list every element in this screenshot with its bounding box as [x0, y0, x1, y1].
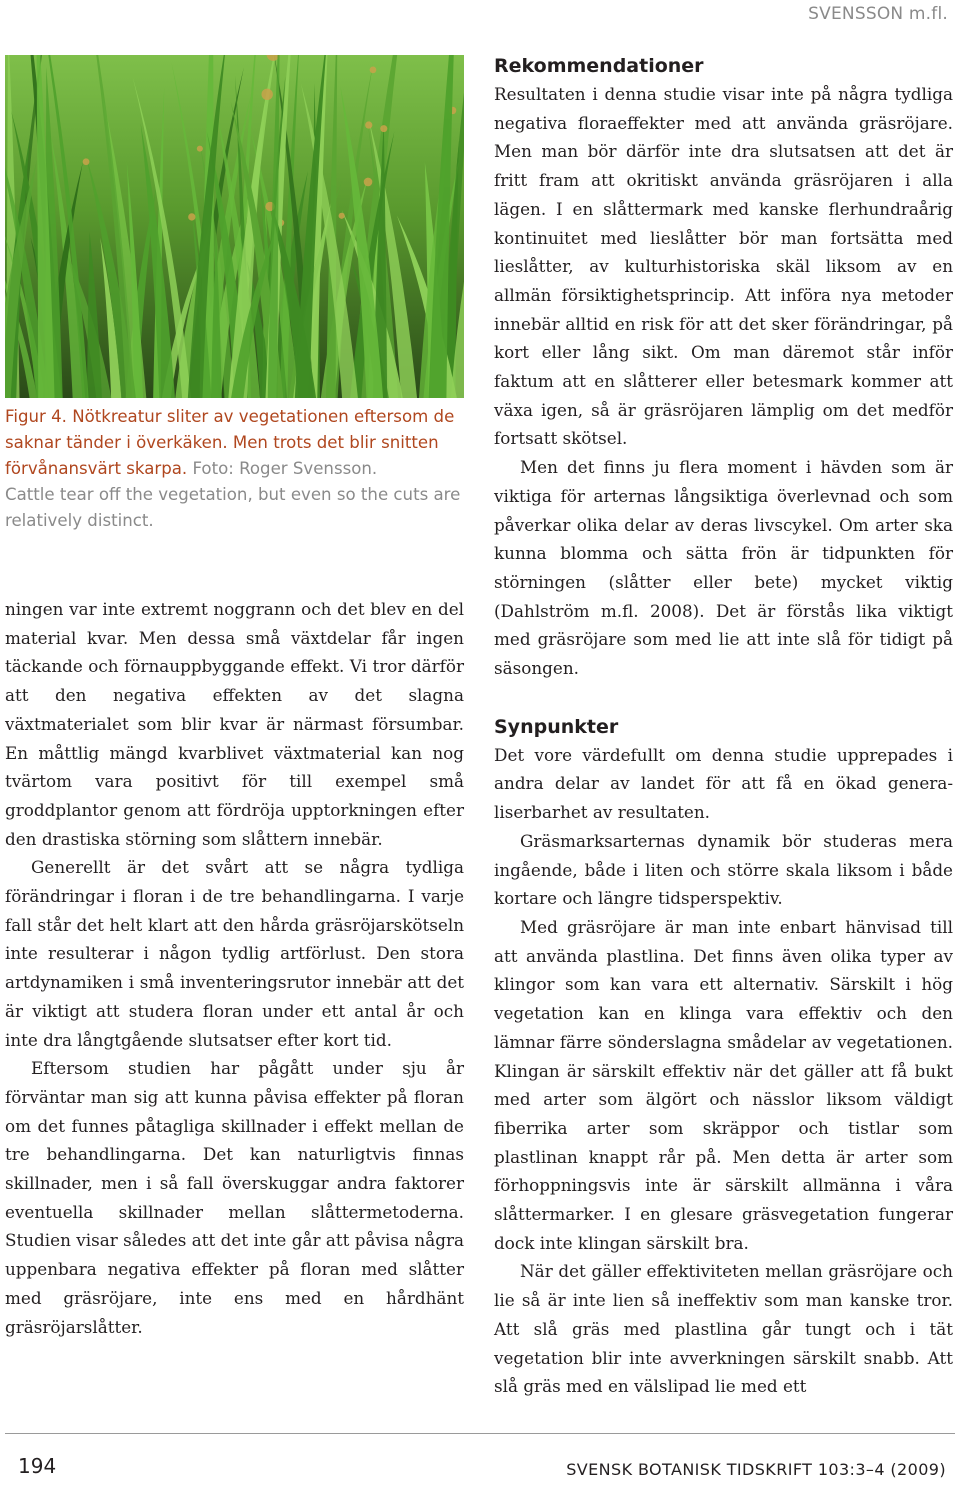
- withered-blade-tip: [370, 67, 377, 74]
- left-paragraph-1: ningen var inte extremt noggrann och det blev en del material kvar. Men dessa små växtdelar får ingen täckande och förnauppbyggande effekt. Vi tror därför att den negativa effekten av det slagna växtmaterialet som blir kvar är närmast försumbar. En måttlig mängd kvarblivet växtmaterial kan nog tvärtom vara positivt för till exempel små groddplantor genom att fördröja upptorkningen efter den drastiska störning som slåttern innebär.: [5, 599, 464, 849]
- recommendations-paragraph-1: Resultaten i denna studie visar inte på några tydliga negativa floraeffekter med att använda gräsröjare. Men man bör därför inte dra slutsatsen att det är fritt fram att okritiskt använda gräsröjaren i alla lägen. I en slåttermark med kanske flerhundraårig kontinuitet med lieslåtter bör man fortsätta med lieslåtter, av kulturhistoriska skäl liksom av en allmän försiktighetsprincip. Att införa nya metoder innebär alltid en risk för att det sker förändringar, på kort eller lång sikt. Om man däremot står inför faktum att en slåtterer eller betesmark kommer att växa igen, så är gräsröjaren lämplig om det medför fortsatt skötsel.: [494, 84, 953, 449]
- left-paragraph-3: Eftersom studien har pågått under sju år förväntar man sig att kunna påvisa effekter på floran om det funnes påtagliga skillnader i effekt mellan de tre behandlingarna. Det kan naturligtvis finnas skillnader, men i så fall överskuggar andra faktorer eventuella skillnader mellan slåttermetoderna. Studien visar således att det inte går att påvisa några uppenbara negativa effekter på floran med slåtter med gräsröjare, inte ens med en hårdhänt gräsröjarslåtter.: [5, 1058, 464, 1337]
- withered-blade-tip: [365, 121, 372, 128]
- synpunkter-paragraph-4: När det gäller effektiviteten mellan gräsröjare och lie så är inte lien så ineffektiv som man kanske tror. Att slå gräs med plastlina går tungt och i tät vegetation blir inte avverkningen särskilt snabb. Att slå gräs med en välslipad lie med ett: [494, 1261, 953, 1397]
- withered-blade-tip: [380, 125, 387, 132]
- figure-caption: [5, 404, 467, 534]
- caption-swedish: Figur 4. Nötkreatur sliter av vegetationen eftersom de saknar tänder i överkäken. Men trots det blir snitten förvånansvärt skarpa.: [5, 407, 455, 478]
- withered-blade-tip: [83, 158, 90, 165]
- withered-blade-tip: [188, 213, 195, 220]
- grass-closeup-photo: [5, 55, 464, 398]
- page-number: 194: [18, 1454, 57, 1478]
- left-paragraph-2: Generellt är det svårt att se några tydliga förändringar i floran i de tre behandlingarna. I varje fall står det helt klart att den hårda gräsröjarskötseln inte resulterar i någon tydlig artförlust. Den stora artdynamiken i små inventeringsrutor innebär att det är viktigt att studera floran under ett antal år och inte dra långtgående slutsatser efter kort tid.: [5, 857, 464, 1050]
- running-head: SVENSSON m.fl.: [808, 4, 948, 24]
- synpunkter-paragraph-1: Det vore värdefullt om denna studie upprepades i andra delar av landet för att få en ökad generaliserbarhet av resultaten.: [494, 744, 953, 823]
- heading-rekommendationer: Rekommendationer: [494, 55, 704, 77]
- heading-synpunkter: Synpunkter: [494, 715, 619, 738]
- synpunkter-paragraph-3: Med gräsröjare är man inte enbart hänvisad till att använda plastlina. Det finns även olika typer av klingor som kan vara ett alternativ. Särskilt i hög vegetation kan en klinga vara effektiv och den lämnar färre sönderslagna smådelar av vegetationen. Klingan är särskilt effektiv när det gäller att få bukt med arter som älgört och nässlor liksom väldigt fiberrika arter som skräppor och tistlar som plastlinan knappt rår på. Men detta är arter som förhoppningsvis inte är särskilt allmänna i våra slåttermarker. I en glesare gräsvegetation fungerar dock inte klingan särskilt bra.: [494, 916, 953, 1253]
- right-column: [494, 52, 953, 1401]
- synpunkter-paragraph-2: Gräsmarksarternas dynamik bör studeras mera ingående, både i liten och större skala liksom i både kortare och längre tidsperspektiv.: [494, 830, 953, 909]
- footer-divider: [5, 1433, 955, 1434]
- withered-blade-tip: [197, 146, 203, 152]
- caption-photo-credit: Foto: Roger Svensson.: [192, 459, 378, 478]
- recommendations-paragraph-2: Men det finns ju flera moment i hävden som är viktiga för arternas långsiktiga överlevnad och som påverkar olika delar av deras livscykel. Om arter ska kunna blomma och sätta frön är tidpunkten för störningen (slåtter eller bete) mycket viktig (Dahlström m.fl. 2008). Det är förstås lika viktigt med gräsröjare som med lie att inte slå för tidigt på säsongen.: [494, 457, 953, 679]
- left-column: [5, 595, 464, 1341]
- withered-blade-tip: [364, 178, 373, 187]
- journal-citation: SVENSK BOTANISK TIDSKRIFT 103:3–4 (2009): [566, 1460, 946, 1479]
- withered-blade-tip: [339, 213, 345, 219]
- caption-english: Cattle tear off the vegetation, but even so the cuts are relatively distinct.: [5, 485, 461, 530]
- withered-blade-tip: [261, 89, 272, 100]
